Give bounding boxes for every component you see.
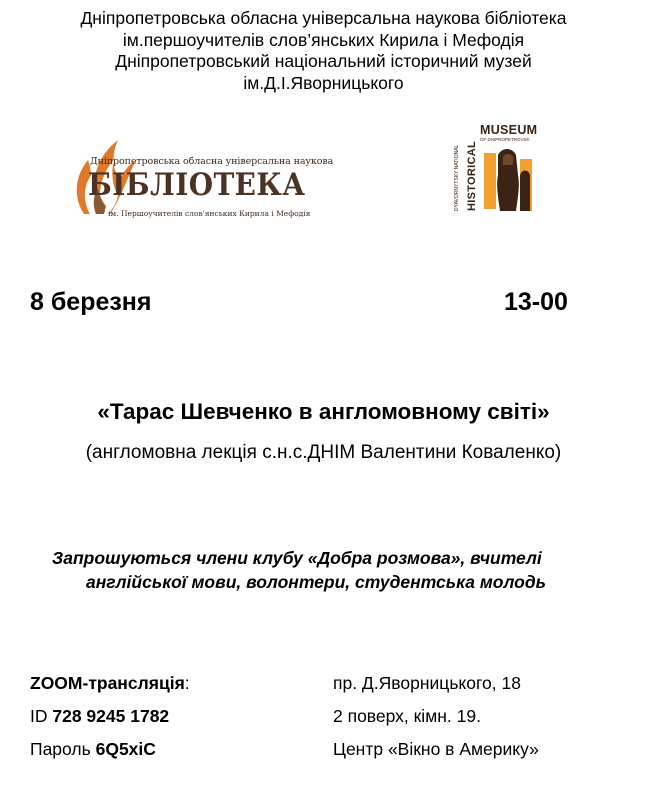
event-time: 13-00 [504, 288, 568, 316]
museum-logo-vertical-small: DYAVORNYTSKY NATIONAL [454, 144, 460, 211]
event-date: 8 березня [30, 288, 152, 316]
zoom-id-row [30, 706, 169, 727]
library-logo [70, 136, 334, 220]
header-line-1: Дніпропетровська обласна універсальна наукова бібліотека [80, 8, 567, 28]
header-line-2: ім.першоучителів слов’янських Кирила і Мефодія [122, 29, 525, 50]
zoom-id-value: 728 9245 1782 [52, 706, 170, 726]
zoom-label: ZOOM-трансляція [30, 673, 185, 693]
address-street: пр. Д.Яворницького, 18 [333, 673, 521, 693]
header-line-3: Дніпропетровський національний історичний музей [115, 51, 532, 71]
library-logo-main-text: БІБЛІОТЕКА [88, 167, 306, 203]
library-logo-bottom-text: ім. Першоучителів слов'янських Кирила і Мефодія [108, 209, 311, 218]
event-title: «Тарас Шевченко в англомовному світі» [97, 399, 550, 424]
museum-logo-subtitle: OF DNIPROPETROVSK [480, 137, 530, 142]
header [0, 8, 647, 94]
museum-logo-title: MUSEUM [480, 123, 538, 137]
library-logo-top-text: Дніпропетровська обласна універсальна наукова [90, 156, 334, 167]
zoom-colon: : [184, 673, 190, 693]
museum-logo [454, 123, 538, 215]
invitation-line-2: англійської мови, волонтери, студентська молодь [86, 572, 547, 592]
event-subtitle: (англомовна лекція с.н.с.ДНІМ Валентини Коваленко) [85, 442, 562, 463]
zoom-password-row [30, 739, 156, 760]
stone-statue-icon [480, 145, 536, 215]
invitation-line-1: Запрошуються члени клубу «Добра розмова», вчителі [52, 548, 542, 568]
zoom-password-value: 6Q5xiC [95, 739, 156, 759]
header-line-4: ім.Д.І.Яворницького [243, 72, 404, 93]
museum-logo-vertical-big: HISTORICAL [466, 140, 478, 211]
zoom-id-label: ID [30, 706, 53, 726]
address-floor: 2 поверх, кімн. 19. [333, 706, 481, 726]
zoom-label-row [30, 673, 190, 694]
zoom-password-label: Пароль [30, 739, 96, 759]
address-center: Центр «Вікно в Америку» [333, 739, 539, 759]
